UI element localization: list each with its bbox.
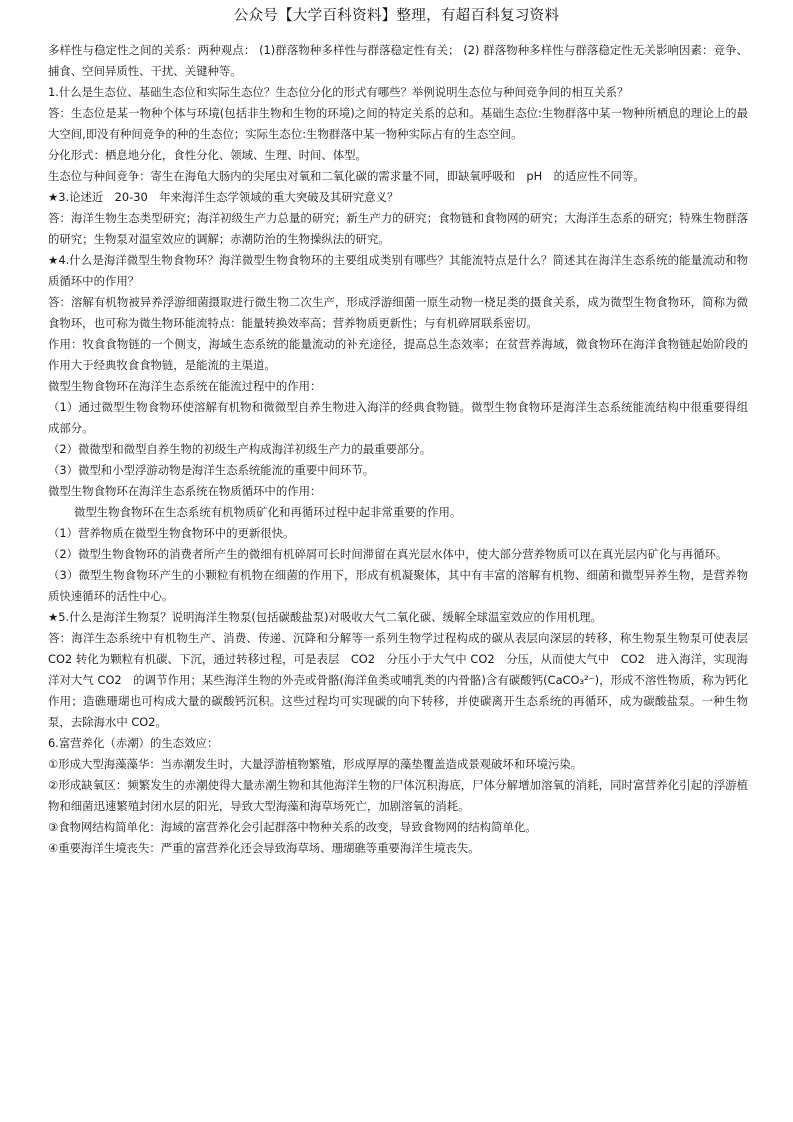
paragraph: 分化形式：栖息地分化，食性分化、领域、生理、时间、体型。: [48, 148, 367, 162]
paragraph: （2）微微型和微型自养生物的初级生产构成海洋初级生产力的最重要部分。: [48, 442, 432, 456]
paragraph: 多样性与稳定性之间的关系：两种观点： (1)群落物种多样性与群落稳定性有关； (2) 群落物种多样性与群落稳定性无关影响因素：竞争、捕食、空间异质性、干扰、关键种等。: [48, 43, 748, 78]
paragraph: 答：溶解有机物被异养浮游细菌摄取进行微生物二次生产，形成浮游细菌一原生动物一桡足类的摄食关系，成为微型生物食物环，简称为微食物环，也可称为微生物环能流特点：能量转换效率高；营养物质更新性；与有机碎屑联系密切。: [48, 295, 748, 330]
paragraph: （3）微型生物食物环产生的小颗粒有机物在细菌的作用下，形成有机凝聚体，其中有丰富的溶解有机物、细菌和微型异养生物，是营养物质快速循环的活性中心。: [48, 568, 748, 603]
paragraph: 答：海洋生态系统中有机物生产、消费、传递、沉降和分解等一系列生物学过程构成的碳从表层向深层的转移，称生物泵生物泵可使表层 CO2 转化为颗粒有机碳、下沉，通过转移过程，可是表层 CO2 分压小于大气中 CO2 分压，从而使大气中 CO2 进入海洋，实现海洋对大气 CO2 的调节作用；某些海洋生物的外壳或骨骼(海洋鱼类或哺乳类的内骨骼)含有碳酸钙(CaCO₃²⁻)，形成不溶性物质，称为钙化作用；造礁珊瑚也可构成大量的碳酸钙沉积。这些过程均可实现碳的向下转移，并使碳离开生态系统的再循环，成为碳酸盐泵。一种生物泵，去除海水中 CO2。: [48, 631, 748, 729]
paragraph: 答：海洋生物生态类型研究；海洋初级生产力总量的研究；新生产力的研究；食物链和食物网的研究；大海洋生态系的研究；特殊生物群落的研究；生物泵对温室效应的调解；赤潮防治的生物操纵法的研究。: [48, 211, 748, 246]
paragraph: ①形成大型海藻藻华：当赤潮发生时，大量浮游植物繁殖，形成厚厚的藻垫覆盖造成景观破坏和环境污染。: [48, 757, 583, 771]
paragraph: ★3.论述近 20-30 年来海洋生态学领域的重大突破及其研究意义？: [48, 190, 399, 204]
paragraph: ③食物网结构简单化：海域的富营养化会引起群落中物种关系的改变，导致食物网的结构简单化。: [48, 820, 537, 834]
paragraph: （1）营养物质在微型生物食物环中的更新很快。: [48, 526, 295, 540]
paragraph: 答：生态位是某一物种个体与环境(包括非生物和生物的环境)之间的特定关系的总和。基础生态位:生物群落中某一物种所栖息的理论上的最大空间,即没有种间竞争的种的生态位；实际生态位:生物群落中某一物种实际占有的生态空间。: [48, 106, 748, 141]
paragraph: （3）微型和小型浮游动物是海洋生态系统能流的重要中间环节。: [48, 463, 375, 477]
paragraph: 作用：牧食食物链的一个侧支，海域生态系统的能量流动的补充途径，提高总生态效率；在贫营养海域，微食物环在海洋食物链起始阶段的作用大于经典牧食食物链，是能流的主渠道。: [48, 337, 748, 372]
paragraph: 生态位与种间竞争：寄生在海龟大肠内的尖尾虫对氧和二氧化碳的需求量不同，即缺氧呼吸和 pH 的适应性不同等。: [48, 169, 645, 183]
document-body: [48, 40, 748, 859]
paragraph: ②形成缺氧区：频繁发生的赤潮使得大量赤潮生物和其他海洋生物的尸体沉积海底，尸体分解增加溶氧的消耗，同时富营养化引起的浮游植物和细菌迅速繁殖封闭水层的阳光，导致大型海藻和海草场死亡，加剧溶氧的消耗。: [48, 778, 748, 813]
paragraph: ④重要海洋生境丧失：严重的富营养化还会导致海草场、珊瑚礁等重要海洋生境丧失。: [48, 841, 480, 855]
paragraph: 微型生物食物环在海洋生态系统在物质循环中的作用：: [48, 484, 322, 498]
paragraph: 微型生物食物环在生态系统有机物质矿化和再循环过程中起非常重要的作用。: [74, 505, 462, 519]
paragraph: 1.什么是生态位、基础生态位和实际生态位？生态位分化的形式有哪些？举例说明生态位与种间竞争间的相互关系？: [48, 85, 629, 99]
paragraph: 6.富营养化（赤潮）的生态效应：: [48, 736, 219, 750]
paragraph: （2）微型生物食物环的消费者所产生的微细有机碎屑可长时间滞留在真光层水体中，使大部分营养物质可以在真光层内矿化与再循环。: [48, 547, 728, 561]
paragraph: ★4.什么是海洋微型生物食物环？海洋微型生物食物环的主要组成类别有哪些？其能流特点是什么？简述其在海洋生态系统的能量流动和物质循环中的作用？: [48, 253, 748, 288]
page-header: 公众号【大学百科资料】整理，有超百科复习资料: [233, 8, 560, 24]
paragraph: 微型生物食物环在海洋生态系统在能流过程中的作用：: [48, 379, 322, 393]
paragraph: ★5.什么是海洋生物泵？说明海洋生物泵(包括碳酸盐泵)对吸收大气二氧化碳、缓解全球温室效应的作用机理。: [48, 610, 602, 624]
paragraph: （1）通过微型生物食物环使溶解有机物和微微型自养生物进入海洋的经典食物链。微型生物食物环是海洋生态系统能流结构中很重要得组成部分。: [48, 400, 748, 435]
